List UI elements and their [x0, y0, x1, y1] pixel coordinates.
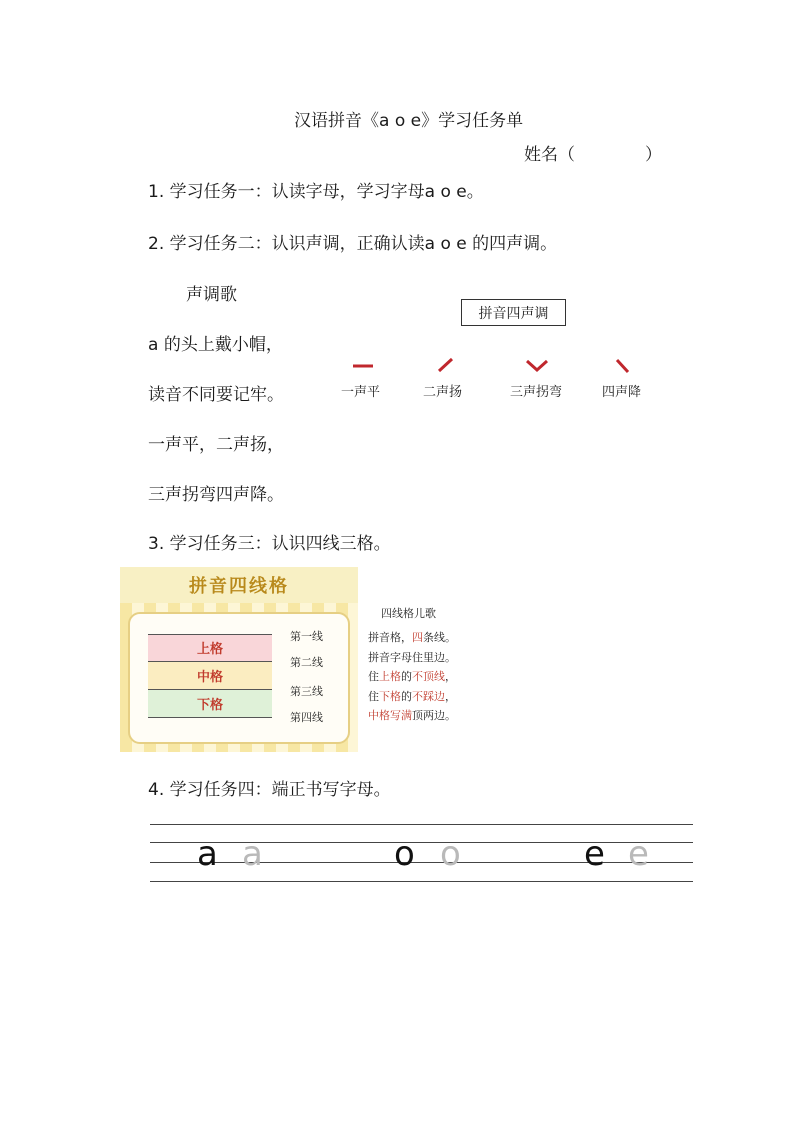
writing-line-1 [150, 824, 693, 825]
song-line-3: 一声平，二声扬， [148, 435, 284, 455]
page-title: 汉语拼音《a o e》学习任务单 [294, 111, 524, 131]
card-header [120, 567, 358, 603]
writing-practice-grid [150, 820, 693, 886]
task-3: 3. 学习任务三：认识四线三格。 [148, 534, 391, 554]
song-line-1: a 的头上戴小帽， [148, 335, 283, 355]
tone-4-mark-icon [617, 360, 628, 372]
middle-band: 中格 [148, 662, 272, 689]
rhyme-line-3: 住上格的不顶线， [368, 670, 456, 683]
card-title: 拼音四线格 [189, 576, 289, 597]
rhyme-line-5: 中格写满顶两边。 [368, 709, 456, 722]
grid-line-1 [148, 634, 272, 635]
grid-line-2 [148, 661, 272, 662]
letter-e-solid: e [584, 834, 605, 874]
name-label: 姓名（ [524, 145, 575, 165]
tone-marks [340, 355, 640, 377]
tone-3-label: 三声拐弯 [510, 385, 563, 400]
name-close: ） [645, 145, 662, 165]
task-2: 2. 学习任务二：认识声调，正确认读a o e 的四声调。 [148, 234, 558, 254]
letter-o-trace: o [440, 834, 461, 874]
song-line-4: 三声拐弯四声降。 [148, 485, 284, 505]
line-label-2: 第二线 [290, 656, 323, 669]
rhyme-line-4: 住下格的不踩边， [368, 689, 456, 703]
line-label-1: 第一线 [290, 630, 323, 643]
tone-1-label: 一声平 [341, 385, 381, 400]
line-label-3: 第三线 [290, 685, 323, 698]
line-label-4: 第四线 [290, 711, 323, 724]
task-1: 1. 学习任务一：认读字母，学习字母a o e。 [148, 182, 484, 202]
rhyme-line-2: 拼音字母住里边。 [368, 650, 456, 664]
letter-a-trace: a [242, 834, 263, 874]
tone-2-label: 二声扬 [423, 385, 463, 400]
rhyme-title: 四线格儿歌 [381, 607, 436, 620]
four-line-grid-card [120, 567, 358, 752]
upper-band: 上格 [148, 634, 272, 661]
song-title: 声调歌 [186, 285, 237, 305]
grid-line-3 [148, 689, 272, 690]
rhyme-line-1: 拼音格，四条线。 [368, 631, 456, 644]
writing-line-2 [150, 842, 693, 843]
task-4: 4. 学习任务四：端正书写字母。 [148, 780, 391, 800]
letter-a-solid: a [197, 834, 218, 874]
letter-e-trace: e [628, 834, 649, 874]
lower-band: 下格 [148, 690, 272, 717]
rhyme-lines [368, 628, 456, 726]
writing-line-3 [150, 862, 693, 863]
grid-panel [128, 612, 350, 744]
grid-line-4 [148, 717, 272, 718]
tone-box-label: 拼音四声调 [478, 305, 549, 322]
tone-3-mark-icon [527, 361, 547, 370]
letter-o-solid: o [394, 834, 415, 874]
tone-2-mark-icon [439, 359, 452, 371]
song-line-2: 读音不同要记牢。 [148, 385, 284, 405]
writing-line-4 [150, 881, 693, 882]
name-field[interactable] [524, 140, 662, 165]
tone-box [461, 299, 566, 326]
tone-4-label: 四声降 [602, 385, 642, 400]
